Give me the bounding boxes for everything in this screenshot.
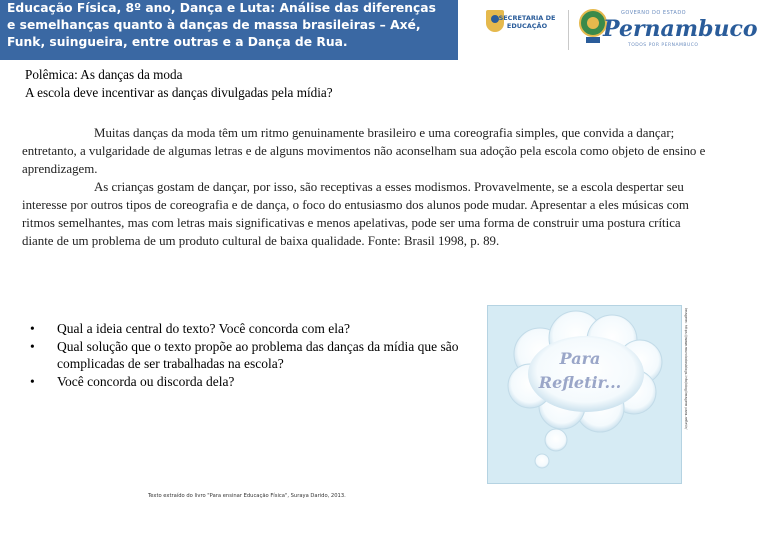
source-note: Texto extraído do livro "Para ensinar Educação Física", Suraya Darido, 2013. [148,493,346,499]
topic-line-1: Polêmica: As danças da moda [25,67,183,82]
question-list [30,320,470,390]
brand-name: Pernambuco [603,16,758,42]
paragraph-2: As crianças gostam de dançar, por isso, são receptivas a esses modismos. Provavelmente, se a escola despertar seu interesse por outros tipos de coreografia e de dança, o foco do entusiasmo dos alunos pode mudar. Apresentar a eles músicas com ritmos semelhantes, mas com letras mais significativas e menos apelativas, pode ser uma forma de construir uma postura crítica diante de um problema de um produto cultural de baixa qualidade. Fonte: Brasil 1998, p. 89. [22,180,689,248]
image-credit: Imagem: https://www.mundodosblogs.info/blog/imagem para-refletir/ [684,308,688,430]
question-item: • Qual solução que o texto propõe ao problema das danças da mídia que são complicadas de ser trabalhadas na escola? [30,338,470,373]
reflect-text-line-1: Para [559,349,601,368]
lesson-title: Educação Física, 8º ano, Dança e Luta: Análise das diferenças e semelhanças quanto à danças de massa brasileiras – Axé, Funk, suingueira, entre outras e a Dança de Rua. [7,1,436,49]
government-logo [458,0,758,60]
topic-heading [25,66,333,102]
header-bar [0,0,758,60]
reading-text [22,124,712,250]
secretaria-label: SECRETARIA DE EDUCAÇÃO [498,14,556,30]
brand-top-label: GOVERNO DO ESTADO [621,10,687,16]
reflect-text-line-2: Refletir... [538,373,622,392]
thought-cloud-icon [488,306,681,483]
logo-divider [568,10,569,50]
brand-slogan: TODOS POR PERNAMBUCO [628,43,699,48]
reflect-card [487,305,682,484]
question-item: • Você concorda ou discorda dela? [30,373,470,391]
topic-line-2: A escola deve incentivar as danças divulgadas pela mídia? [25,85,333,100]
question-item: • Qual a ideia central do texto? Você concorda com ela? [30,320,470,338]
paragraph-1: Muitas danças da moda têm um ritmo genuinamente brasileiro e uma coreografia simples, que convida a dançar; entretanto, a vulgaridade de algumas letras e de alguns movimentos não aconselham sua adoção pela escola como objeto de ensino e aprendizagem. [22,126,706,176]
